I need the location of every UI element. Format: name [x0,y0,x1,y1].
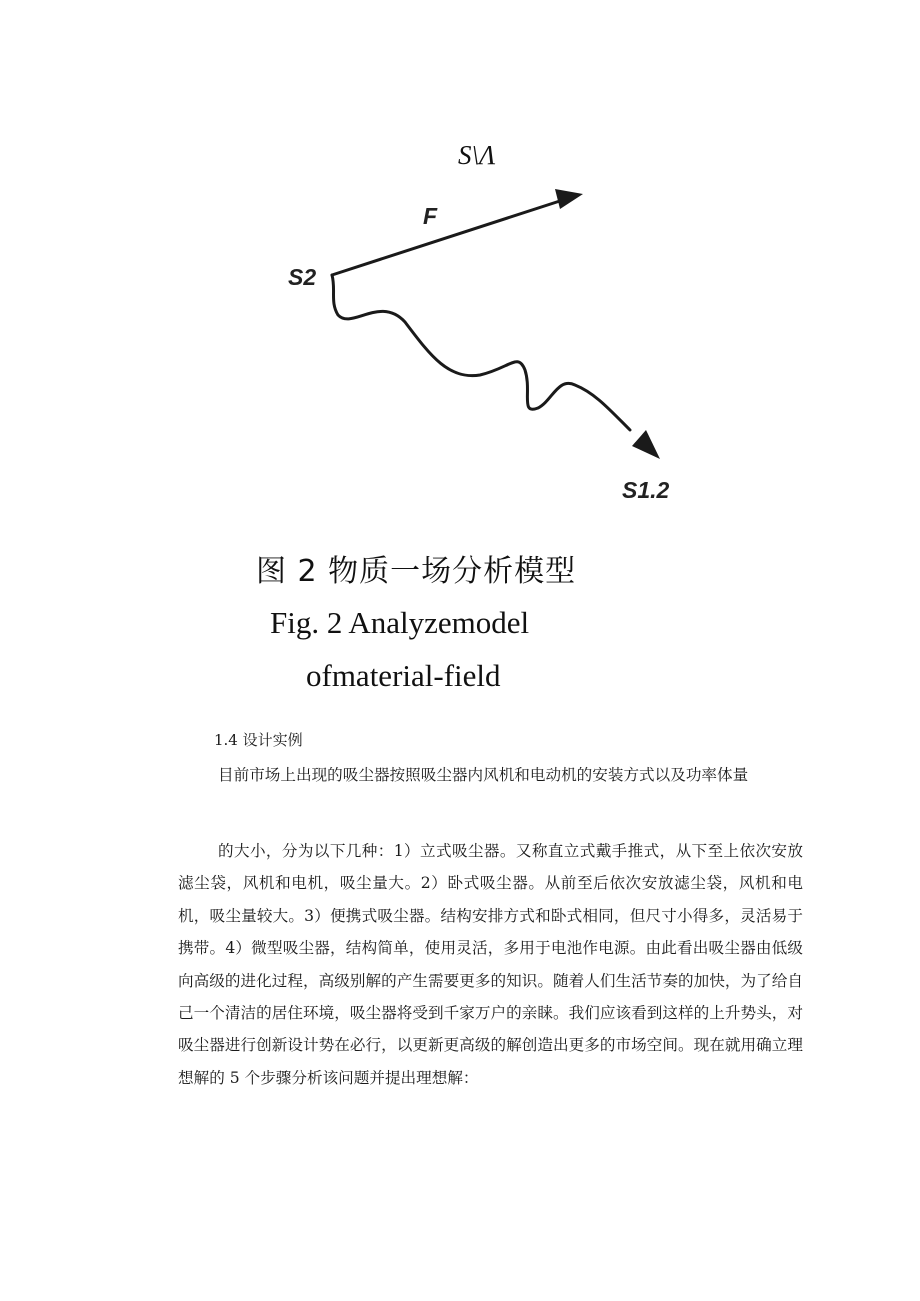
substance-field-diagram [280,130,700,520]
label-s-lambda: S\Λ [458,140,496,170]
figure-caption-english-line1: Fig. 2 Analyzemodel [270,605,530,640]
paragraph-intro: 目前市场上出现的吸尘器按照吸尘器内风机和电动机的安装方式以及功率体量 [218,766,749,784]
paragraph-body: 的大小，分为以下几种：1）立式吸尘器。又称直立式戴手推式，从下至上依次安放滤尘袋，风机和电机，吸尘量大。2）卧式吸尘器。从前至后依次安放滤尘袋，风机和电机，吸尘量较大。3）便携式吸尘器。结构安排方式和卧式相同，但尺寸小得多，灵活易于携带。4）微型吸尘器，结构简单，使用灵活，多用于电池作电源。由此看出吸尘器由低级向高级的进化过程，高级别解的产生需要更多的知识。随着人们生活节奏的加快，为了给自己一个清洁的居住环境，吸尘器将受到千家万户的亲睐。我们应该看到这样的上升势头，对吸尘器进行创新设计势在必行，以更新更高级的解创造出更多的市场空间。现在就用确立理想解的 5 个步骤分析该问题并提出理想解： [178,842,803,1087]
force-arrow-head [555,189,583,209]
diagram-arrows [280,130,700,520]
label-s2: S2 [288,264,317,290]
force-arrow-line [332,199,566,275]
section-heading: 1.4 设计实例 [214,731,303,749]
figure-caption-chinese: 图 2 物质一场分析模型 [256,554,577,589]
label-s1-2: S1.2 [622,477,670,503]
wavy-arrow-head [632,430,660,459]
figure-caption-english-line2: ofmaterial-field [306,658,501,693]
label-force-f: F [423,203,438,229]
wavy-field-line [332,275,630,430]
